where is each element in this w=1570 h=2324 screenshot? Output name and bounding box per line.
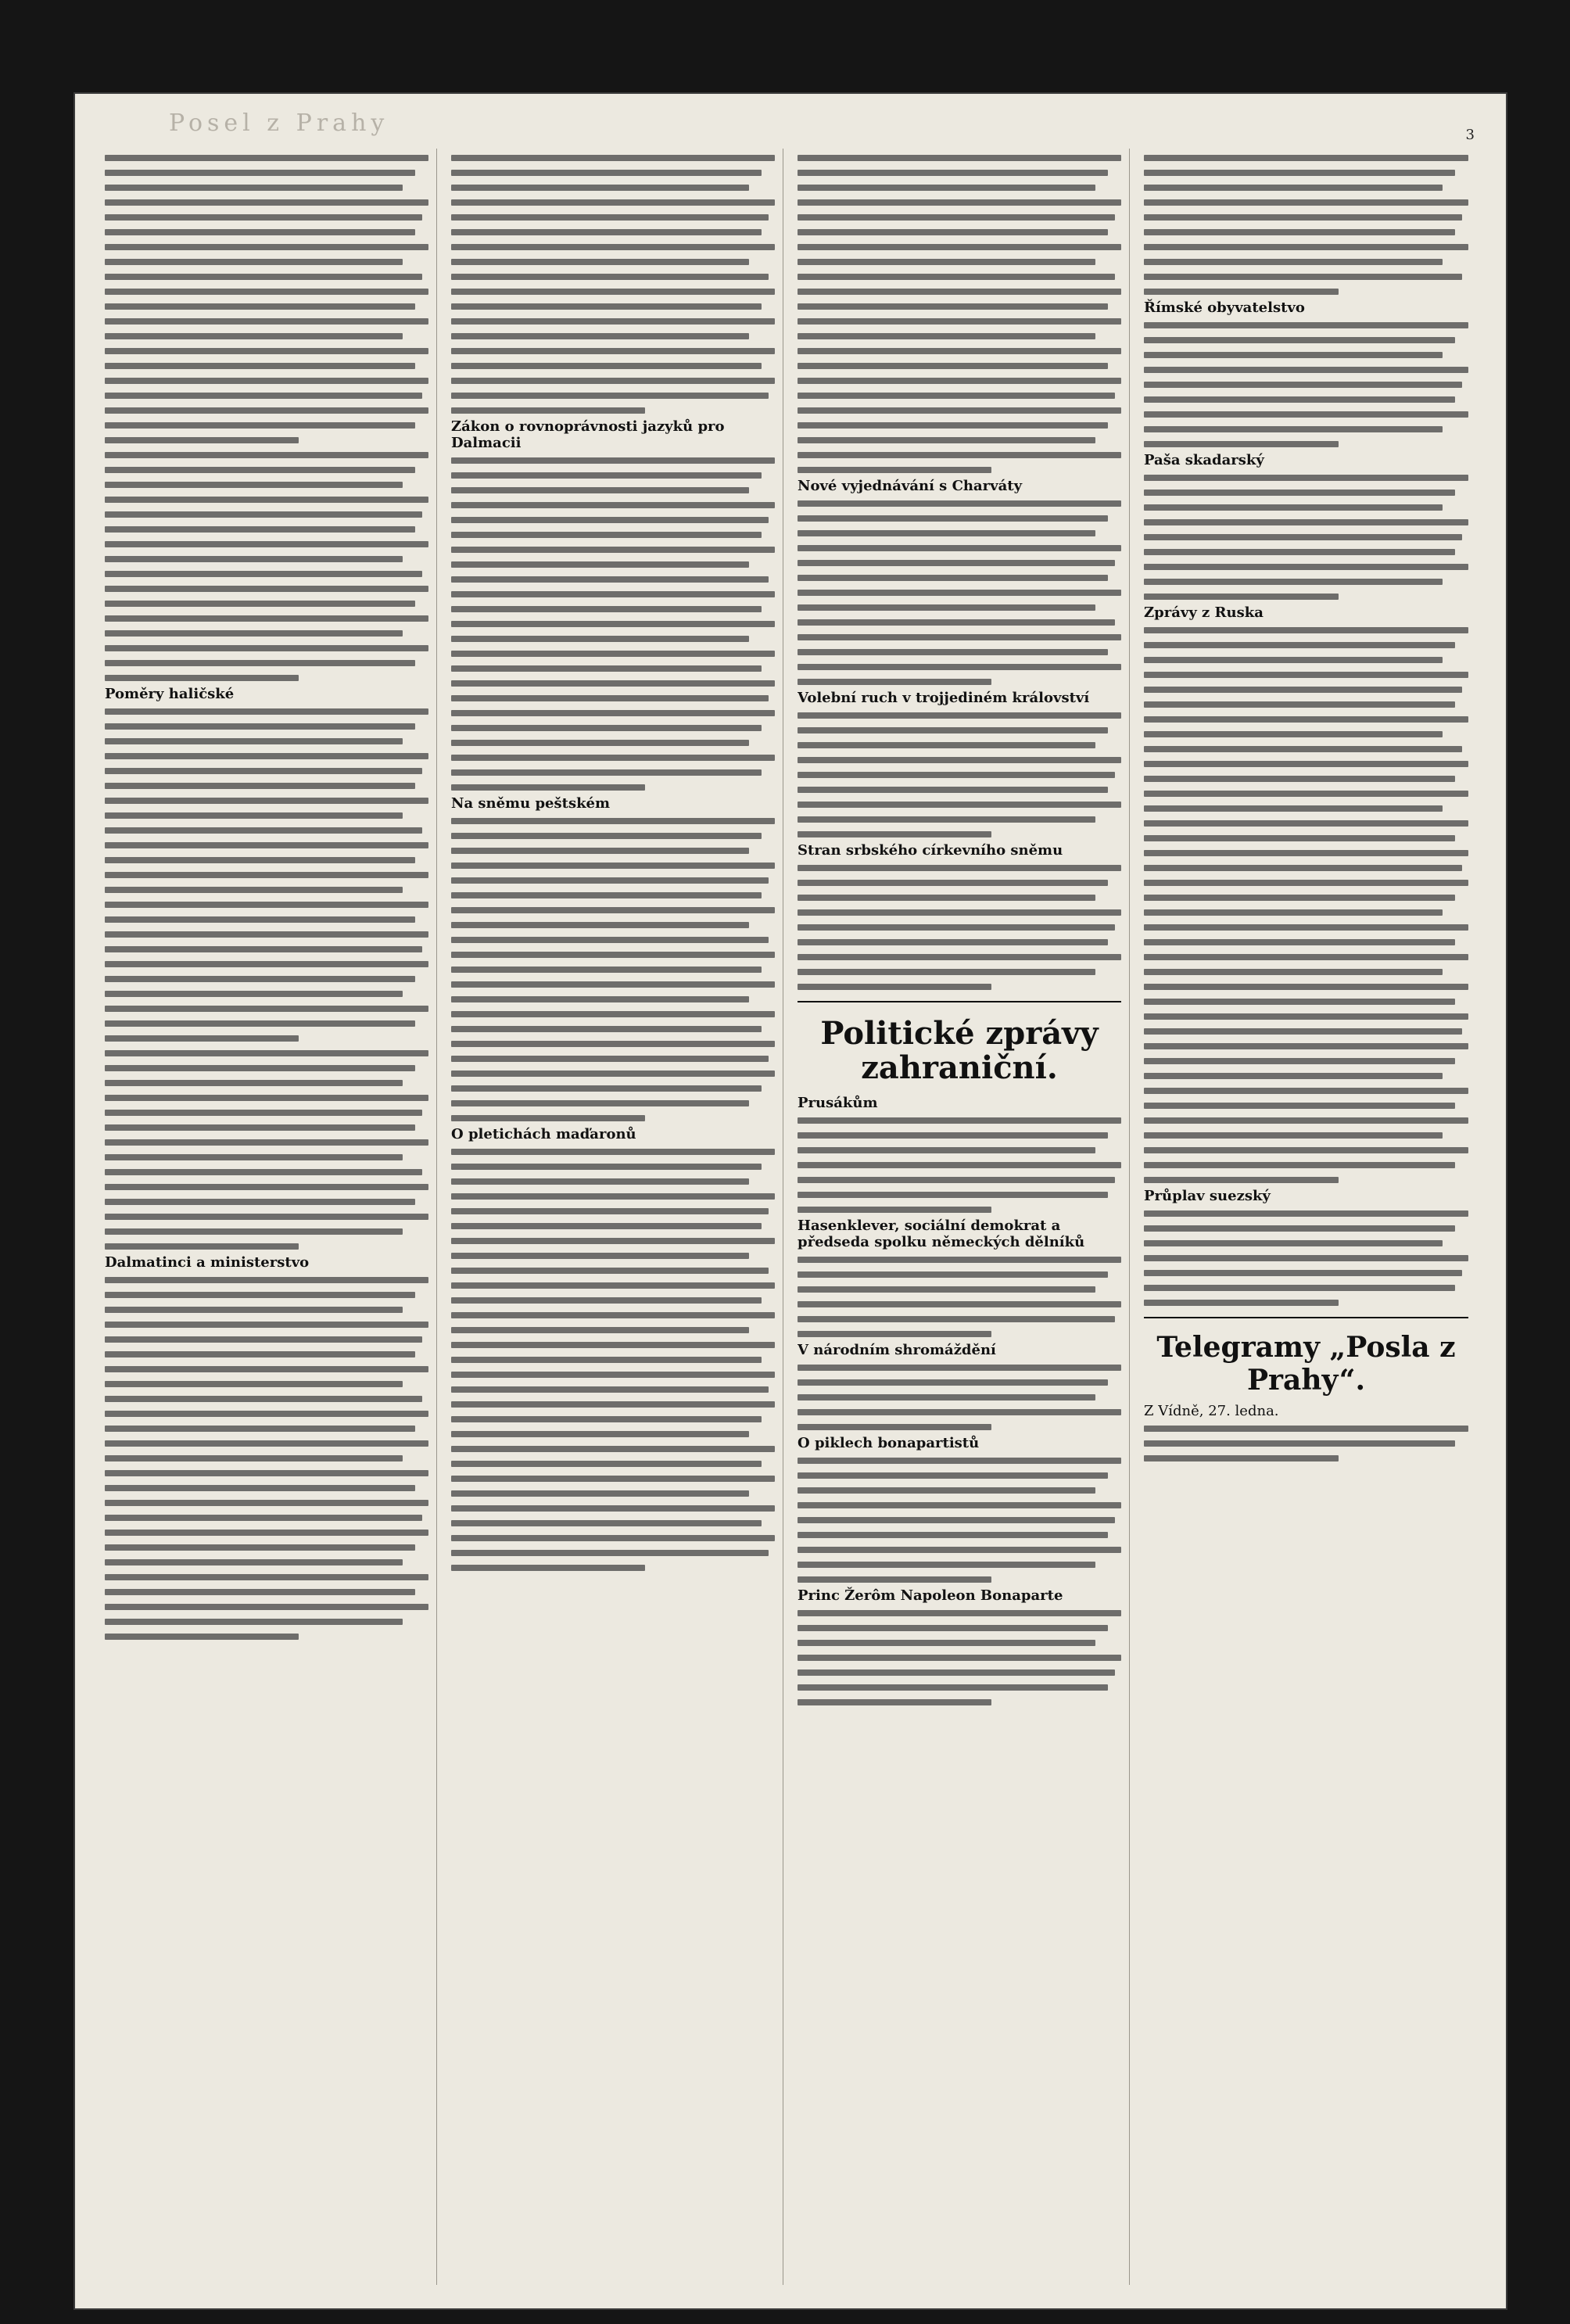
text-block xyxy=(1144,627,1468,1183)
column-3 xyxy=(798,149,1130,2285)
text-block xyxy=(1144,475,1468,600)
section-heading: Zákon o rovnoprávnosti jazyků pro Dalmacii xyxy=(451,418,725,451)
section-heading: Římské obyvatelstvo xyxy=(1144,299,1305,316)
text-block xyxy=(105,155,428,681)
section-heading: Stran srbského církevního sněmu xyxy=(798,842,1063,859)
section-heading: Paša skadarský xyxy=(1144,452,1264,468)
dateline: Z Vídně, 27. ledna. xyxy=(1144,1403,1279,1419)
telegram-heading: Telegramy „Posla z Prahy“. xyxy=(1156,1331,1456,1397)
section-heading: Volební ruch v trojjediném království xyxy=(798,690,1090,706)
text-block xyxy=(798,1610,1121,1705)
section-heading: Na sněmu peštském xyxy=(451,795,611,812)
page-header xyxy=(75,94,1506,141)
section-heading: Poměry haličské xyxy=(105,686,235,702)
text-block xyxy=(105,708,428,1250)
header-title: Posel z Prahy xyxy=(169,109,389,137)
column-4 xyxy=(1144,149,1476,2285)
text-block xyxy=(1144,1426,1468,1461)
text-block xyxy=(105,1277,428,1640)
column-2 xyxy=(451,149,783,2285)
divider xyxy=(1144,1317,1468,1318)
section-heading: Princ Žerôm Napoleon Bonaparte xyxy=(798,1587,1063,1604)
text-block xyxy=(451,457,775,791)
text-block xyxy=(798,1257,1121,1337)
text-block xyxy=(798,1117,1121,1213)
text-block xyxy=(1144,322,1468,447)
newspaper-page xyxy=(75,94,1506,2308)
foreign-news-heading: Politické zprávy zahraniční. xyxy=(820,1015,1099,1086)
text-block xyxy=(451,155,775,414)
text-block xyxy=(798,1365,1121,1430)
text-block xyxy=(798,865,1121,990)
text-block xyxy=(451,818,775,1121)
text-block xyxy=(798,712,1121,837)
text-block xyxy=(798,155,1121,473)
section-heading: Hasenklever, sociální demokrat a předseda spolku německých dělníků xyxy=(798,1218,1085,1250)
text-block xyxy=(798,500,1121,685)
section-heading: O piklech bonapartistů xyxy=(798,1435,980,1451)
section-heading: Dalmatinci a ministerstvo xyxy=(105,1254,310,1271)
column-1 xyxy=(105,149,437,2285)
page-number: 3 xyxy=(1465,127,1475,143)
section-heading: Zprávy z Ruska xyxy=(1144,604,1264,621)
text-block xyxy=(798,1458,1121,1583)
text-block xyxy=(1144,1210,1468,1306)
section-heading: O pletichách maďaronů xyxy=(451,1126,636,1142)
section-heading: Průplav suezský xyxy=(1144,1188,1271,1204)
section-heading: Prusákům xyxy=(798,1095,878,1111)
section-heading: Nové vyjednávání s Charváty xyxy=(798,478,1023,494)
article-columns xyxy=(105,149,1476,2285)
section-heading: V národním shromáždění xyxy=(798,1342,996,1358)
text-block xyxy=(1144,155,1468,295)
divider xyxy=(798,1001,1121,1002)
text-block xyxy=(451,1149,775,1571)
